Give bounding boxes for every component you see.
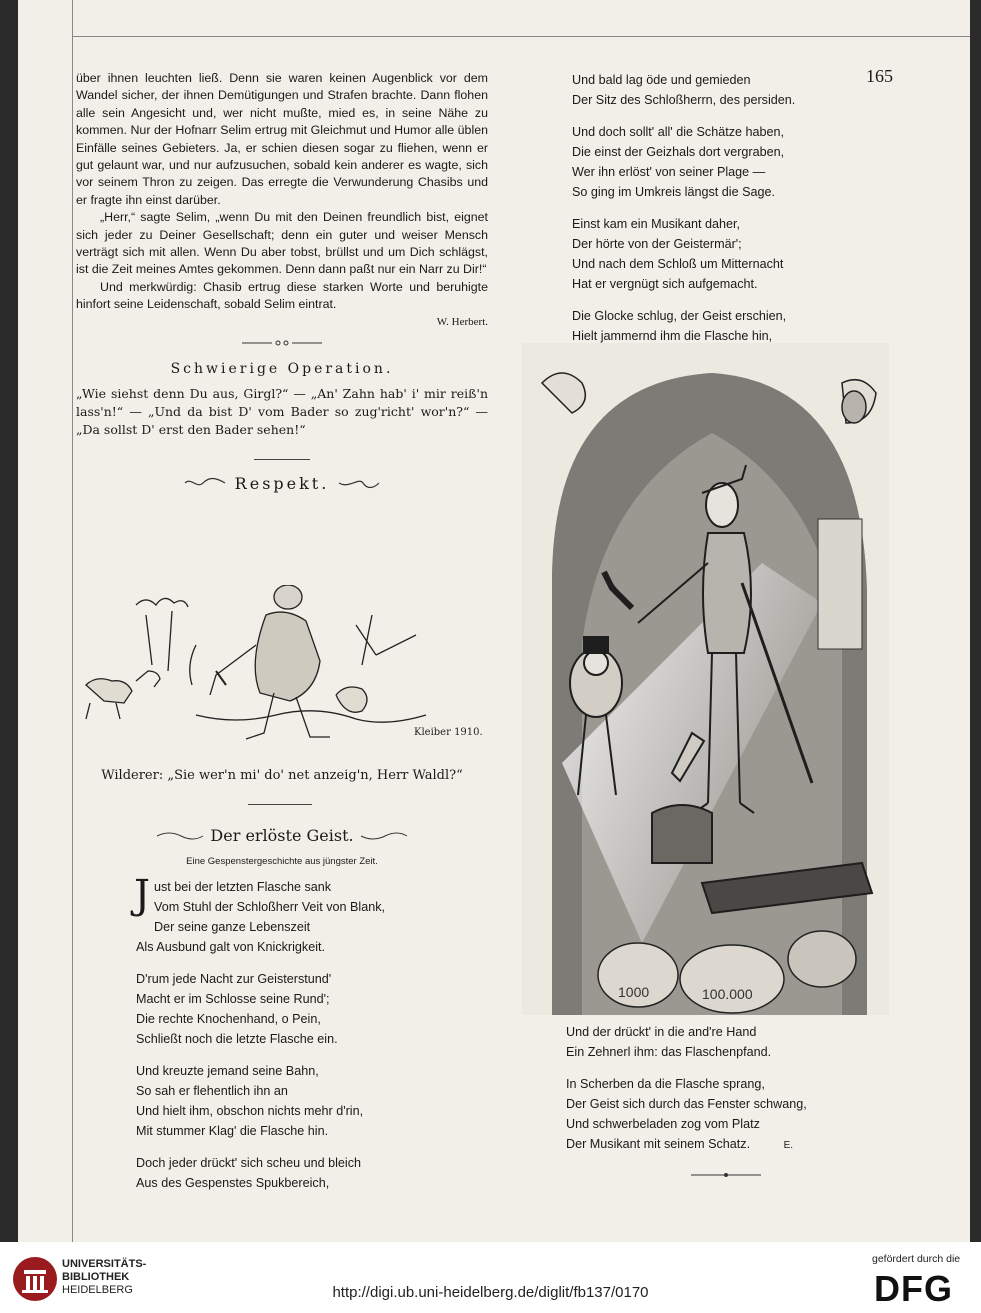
poem-line: Die einst der Geizhals dort vergraben,	[572, 145, 785, 159]
stanza	[572, 70, 862, 110]
flourish-right-icon	[359, 831, 409, 841]
operation-title: Schwierige Operation.	[170, 360, 394, 377]
library-name-line: BIBLIOTHEK	[62, 1271, 130, 1283]
poem-title: Der erlöste Geist.	[210, 826, 354, 845]
poem-line: Die rechte Knochenhand, o Pein,	[136, 1012, 321, 1026]
poem-line: Ein Zehnerl ihm: das Flaschenpfand.	[566, 1045, 772, 1059]
source-url-link[interactable]: http://digi.ub.uni-heidelberg.de/diglit/fb137/0170	[332, 1284, 649, 1301]
poem-line: Und schwerbeladen zog vom Platz	[566, 1117, 760, 1131]
story-text	[76, 70, 488, 314]
poem-signature: E.	[783, 1140, 794, 1151]
stanza	[566, 1022, 886, 1062]
poem-line: So ging im Umkreis längst die Sage.	[572, 185, 775, 199]
poem-line: Und bald lag öde und gemieden	[572, 73, 751, 87]
poem-line: Der Sitz des Schloßherrn, des persiden.	[572, 93, 796, 107]
poem-line: Und hielt ihm, obschon nichts mehr d'rin,	[136, 1104, 364, 1118]
flourish-right-icon	[337, 477, 381, 489]
page-number: 165	[866, 66, 893, 86]
divider	[254, 459, 310, 460]
library-name-line: HEIDELBERG	[62, 1284, 133, 1296]
poem-line: Doch jeder drückt' sich scheu und bleich	[136, 1156, 362, 1170]
poem-line: Wer ihn erlöst' von seiner Plage —	[572, 165, 766, 179]
poem-bottom-right	[566, 1022, 886, 1184]
stanza	[136, 1061, 476, 1141]
ghost-drawing	[522, 343, 889, 1015]
respekt-heading	[76, 474, 488, 493]
poem-line: Der hörte von der Geistermär';	[572, 237, 742, 251]
poem-dropcap: J	[134, 872, 151, 918]
divider	[248, 804, 312, 805]
stanza	[572, 306, 862, 346]
poem-line: Und der drückt' in die and're Hand	[566, 1025, 757, 1039]
stanza	[572, 214, 862, 294]
bag-label: 1000	[618, 984, 650, 1000]
funding-label: gefördert durch die	[872, 1253, 961, 1265]
ghost-illustration	[522, 343, 889, 1015]
stanza	[136, 969, 476, 1049]
stanza	[136, 1153, 476, 1193]
poem-line: Mit stummer Klag' die Flasche hin.	[136, 1124, 329, 1138]
poem-subtitle: Eine Gespenstergeschichte aus jüngster Zeit.	[186, 856, 378, 867]
poem-line: Einst kam ein Musikant daher,	[572, 217, 740, 231]
story-paragraph: Und merkwürdig: Chasib ertrug diese starken Worte und beruhigte hinfort seine Leidenschaft, sobald Selim eintrat.	[76, 279, 488, 312]
end-ornament	[566, 1164, 886, 1184]
poem-line: Macht er im Schlosse seine Rund';	[136, 992, 330, 1006]
left-margin-rule	[72, 0, 73, 1242]
section-ornament	[76, 332, 488, 351]
library-name-line: UNIVERSITÄTS-	[62, 1258, 147, 1270]
poem-line: Die Glocke schlug, der Geist erschien,	[572, 309, 787, 323]
poem-line: So sah er flehentlich ihn an	[136, 1084, 288, 1098]
stanza	[572, 122, 862, 202]
poem-line: Schließt noch die letzte Flasche ein.	[136, 1032, 338, 1046]
poem-line: Als Ausbund galt von Knickrigkeit.	[136, 940, 326, 954]
poem-line: Und kreuzte jemand seine Bahn,	[136, 1064, 319, 1078]
story-paragraph: „Herr,“ sagte Selim, „wenn Du mit den Deinen freundlich bist, eignet sich jeder zu Deiner Gesellschaft; denn ein guter und weiser Mensch verträgt sich mit allen. Wenn Du aber tobst, brüllst und um Dich schlägst, ist die Zeit meines Amtes gekommen. Denn dann paßt nur ein Narr zu Dir!“	[76, 210, 488, 277]
poem-line: Und nach dem Schloß um Mitternacht	[572, 257, 784, 271]
poem-line: ust bei der letzten Flasche sank	[154, 880, 332, 894]
poem-line	[566, 1134, 886, 1156]
poem-line: Hat er vergnügt sich aufgemacht.	[572, 277, 758, 291]
flourish-left-icon	[155, 831, 205, 841]
operation-text: „Wie siehst denn Du aus, Girgl?“ — „An' Zahn hab' i' mir reiß'n lass'n!“ — „Und da bist D' vom Bader so zug'richt' wor'n?“ — „Da sollst D' erst den Bader sehen!“	[76, 385, 488, 437]
top-margin-rule	[72, 36, 970, 37]
poem-line: Der seine ganze Lebenszeit	[154, 920, 311, 934]
artist-signature: Kleiber 1910.	[414, 727, 483, 738]
poem-line: Aus des Gespenstes Spukbereich,	[136, 1176, 330, 1190]
poem-right-column	[572, 70, 862, 358]
left-column	[76, 70, 488, 493]
poem-line: Der Geist sich durch das Fenster schwang,	[566, 1097, 807, 1111]
poacher-drawing	[76, 585, 488, 755]
flourish-left-icon	[183, 477, 227, 489]
poacher-cartoon	[76, 585, 488, 755]
poem-left-column	[136, 877, 476, 1205]
stanza	[136, 877, 476, 957]
dfg-logo: DFG	[874, 1268, 953, 1309]
poem-line: Und doch sollt' all' die Schätze haben,	[572, 125, 785, 139]
poem-line: D'rum jede Nacht zur Geisterstund'	[136, 972, 332, 986]
operation-dialogue	[76, 385, 488, 439]
poem-line: Vom Stuhl der Schloßherr Veit von Blank,	[154, 900, 386, 914]
respekt-title: Respekt.	[234, 473, 330, 493]
footer-bar	[0, 1242, 981, 1313]
story-paragraph: über ihnen leuchten ließ. Denn sie waren keinen Augenblick vor dem Wandel sicher, der ihnen Demütigungen und Strafen brachte. Dann flohen alle sein Angesicht und, wer nicht mußte, mied es, in seine Nähe zu kommen. Nur der Hofnarr Selim ertrug mit Gleichmut und Humor alle üblen Einfälle seines Gebieters. Ja, er schien diesen sogar zu fliehen, wenn er gut gelaunt war, und nur aufzusuchen, sobald kein anderer es wagte, sich vor seinem Thron zu zeigen. Das erregte die Verwunderung Chasibs und er fragte ihn einst darüber.	[76, 71, 488, 207]
story-author: W. Herbert.	[436, 315, 488, 328]
bag-label: 100.000	[702, 986, 753, 1002]
respekt-caption: Wilderer: „Sie wer'n mi' do' net anzeig'n, Herr Waldl?“	[101, 768, 463, 783]
poem-line: In Scherben da die Flasche sprang,	[566, 1077, 765, 1091]
poem-line-text: Der Musikant mit seinem Schatz.	[566, 1137, 751, 1151]
stanza	[566, 1074, 886, 1156]
poem-title-row	[76, 826, 488, 845]
poem-line: Hielt jammernd ihm die Flasche hin,	[572, 329, 773, 343]
